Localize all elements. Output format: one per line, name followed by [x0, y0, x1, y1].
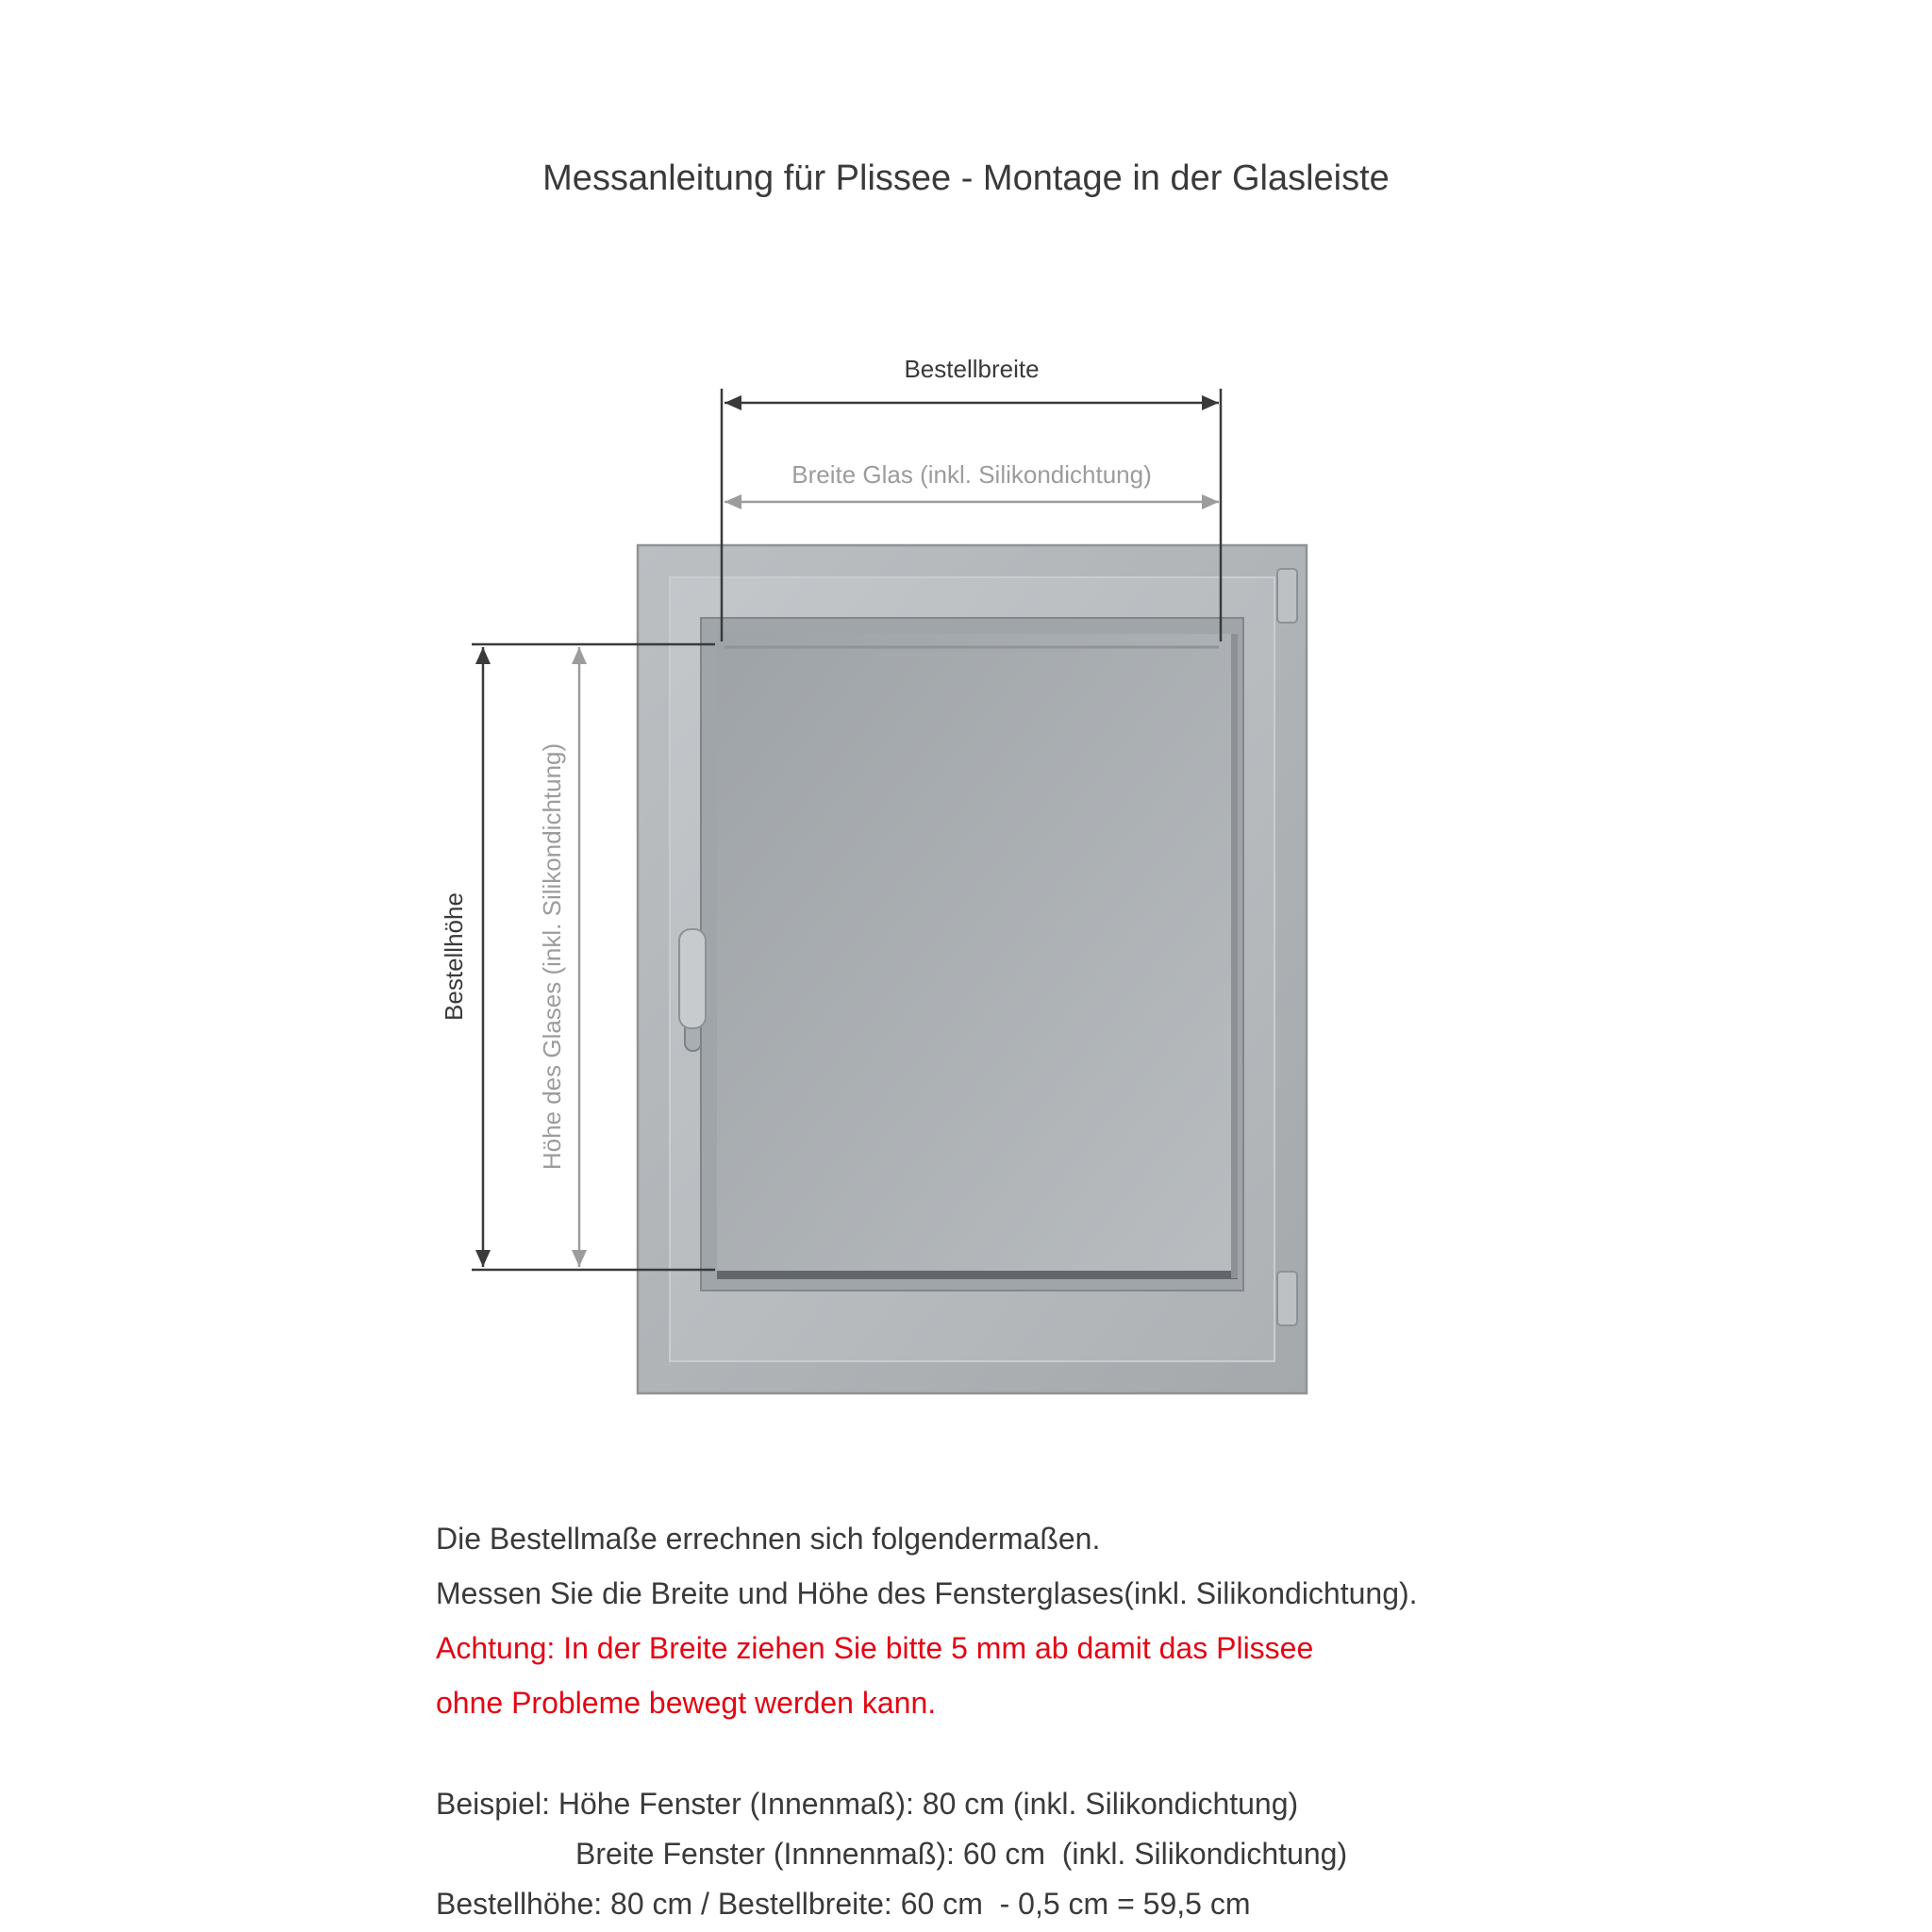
window-glass [717, 634, 1238, 1278]
glass-width-arrowhead-right [1202, 494, 1219, 509]
instructions-block [436, 1511, 1418, 1730]
order-width-arrowhead-left [724, 395, 741, 410]
glass-height-arrowhead-bottom [572, 1250, 587, 1267]
warning-line-2: ohne Probleme bewegt werden kann. [436, 1686, 937, 1720]
glass-height-arrowhead-top [572, 647, 587, 664]
instructions-line-2: Messen Sie die Breite und Höhe des Fensterglases(inkl. Silikondichtung). [436, 1576, 1418, 1610]
glass-width-arrowhead-left [724, 494, 741, 509]
window-illustration [638, 545, 1307, 1393]
example-line-2: Breite Fenster (Innnenmaß): 60 cm (inkl. Silikondichtung) [575, 1837, 1348, 1871]
order-width-label: Bestellbreite [904, 355, 1040, 383]
warning-line-1: Achtung: In der Breite ziehen Sie bitte 5 mm ab damit das Plissee [436, 1631, 1314, 1665]
order-width-arrowhead-right [1202, 395, 1219, 410]
handle-plate [679, 929, 706, 1028]
example-line-1: Beispiel: Höhe Fenster (Innenmaß): 80 cm (inkl. Silikondichtung) [436, 1787, 1299, 1821]
dimension-glass-width [724, 460, 1219, 509]
glass-shadow-right [1231, 634, 1238, 1278]
order-height-arrowhead-bottom [475, 1250, 491, 1267]
glass-width-label: Breite Glas (inkl. Silikondichtung) [791, 460, 1152, 489]
glass-shadow-bottom [717, 1271, 1238, 1279]
order-height-arrowhead-top [475, 647, 491, 664]
hinge-bottom-icon [1277, 1272, 1297, 1325]
example-block [436, 1779, 1347, 1929]
hinge-top-icon [1277, 569, 1297, 623]
dimension-glass-height [538, 647, 587, 1267]
glass-height-label: Höhe des Glases (inkl. Silikondichtung) [538, 742, 566, 1171]
page-title: Messanleitung für Plissee - Montage in der Glasleiste [542, 158, 1390, 198]
example-line-3: Bestellhöhe: 80 cm / Bestellbreite: 60 cm - 0,5 cm = 59,5 cm [436, 1887, 1251, 1921]
instructions-line-1: Die Bestellmaße errechnen sich folgendermaßen. [436, 1522, 1101, 1556]
order-height-label: Bestellhöhe [440, 892, 468, 1021]
